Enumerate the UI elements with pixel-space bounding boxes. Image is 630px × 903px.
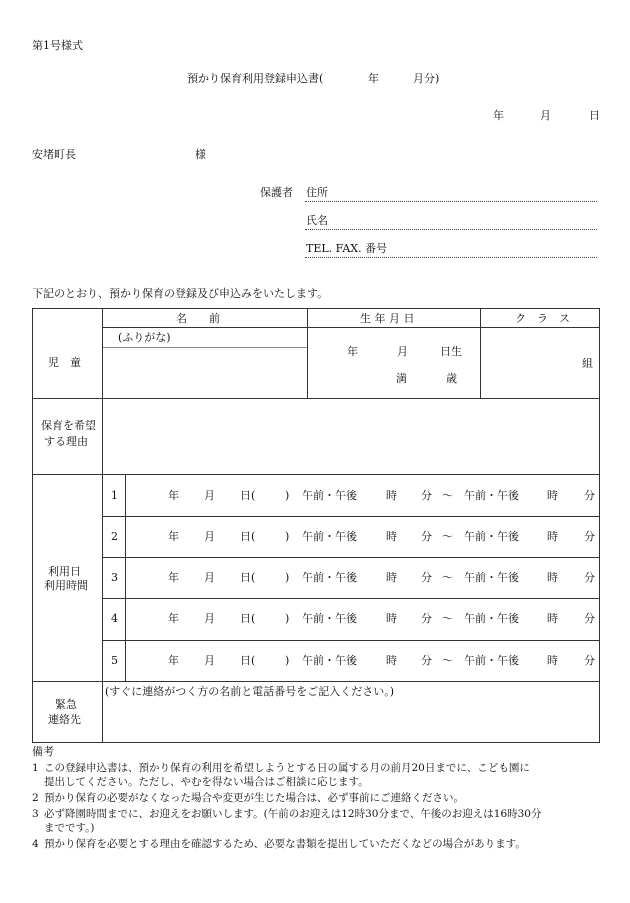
usage-row-4-ampm: 午前・午後	[464, 612, 519, 625]
remark-item-2: 2 預かり保育の必要がなくなった場合や変更が生じた場合は、必ず事前にご連絡ください。	[32, 792, 464, 804]
guardian-address-label: 住所	[306, 186, 328, 199]
usage-row-2-close: )	[285, 530, 290, 543]
usage-row-1-close: )	[285, 489, 290, 502]
emergency-label: 緊急	[55, 698, 77, 711]
usage-row-1-tilde: ～	[442, 489, 453, 502]
usage-row-3-hour: 時	[547, 571, 558, 584]
date-year: 年	[493, 109, 504, 122]
usage-row-1-month: 月	[204, 489, 215, 502]
usage-row-3-no: 3	[111, 571, 118, 584]
usage-row-1-ampm: 午前・午後	[464, 489, 519, 502]
usage-row-5-day: 日(	[240, 654, 256, 667]
usage-row-5-month: 月	[204, 654, 215, 667]
form-title: 預かり保育利用登録申込書(	[187, 72, 324, 85]
age-suffix: 歳	[446, 372, 457, 385]
usage-row-1-hour: 時	[547, 489, 558, 502]
child-label: 児 童	[48, 356, 81, 369]
usage-row-4-hour: 時	[386, 612, 397, 625]
usage-row-4-minute: 分	[584, 612, 595, 625]
form-number: 第1号様式	[32, 39, 83, 52]
guardian-phone-label: TEL. FAX. 番号	[306, 242, 388, 255]
usage-row-3-close: )	[285, 571, 290, 584]
usage-row-5-no: 5	[111, 654, 118, 667]
usage-row-3-ampm: 午前・午後	[302, 571, 357, 584]
emergency-note: (すぐに連絡がつく方の名前と電話番号をご記入ください。)	[105, 685, 395, 698]
remark-item-4: 4 預かり保育を必要とする理由を確認するため、必要な書類を提出していただくなどの場合があります。	[32, 838, 526, 850]
addressee: 安堵町長	[32, 148, 76, 161]
usage-row-1-day: 日(	[240, 489, 256, 502]
usage-row-1-minute: 分	[421, 489, 432, 502]
usage-row-2-hour: 時	[547, 530, 558, 543]
usage-row-1-year: 年	[168, 489, 179, 502]
class-unit: 組	[582, 357, 593, 370]
guardian-name-field[interactable]	[305, 229, 597, 230]
furigana-label: (ふりがな)	[118, 331, 171, 344]
birth-day: 日生	[440, 345, 462, 358]
usage-row-5-minute: 分	[421, 654, 432, 667]
usage-label-2: 利用時間	[44, 579, 88, 592]
usage-row-4-day: 日(	[240, 612, 256, 625]
usage-row-5-minute: 分	[584, 654, 595, 667]
class-header: ク ラ ス	[515, 312, 570, 325]
usage-row-4-minute: 分	[421, 612, 432, 625]
date-day: 日	[589, 109, 600, 122]
usage-row-2-year: 年	[168, 530, 179, 543]
usage-row-3-ampm: 午前・午後	[464, 571, 519, 584]
usage-row-1-minute: 分	[584, 489, 595, 502]
usage-row-2-day: 日(	[240, 530, 256, 543]
usage-row-3-month: 月	[204, 571, 215, 584]
usage-row-3-minute: 分	[421, 571, 432, 584]
usage-label: 利用日	[48, 565, 81, 578]
usage-row-3-tilde: ～	[442, 571, 453, 584]
intro-text: 下記のとおり、預かり保育の登録及び申込みをいたします。	[32, 287, 329, 300]
usage-row-2-hour: 時	[386, 530, 397, 543]
usage-row-2-month: 月	[204, 530, 215, 543]
usage-row-4-close: )	[285, 612, 290, 625]
usage-row-2-ampm: 午前・午後	[464, 530, 519, 543]
usage-row-5-hour: 時	[386, 654, 397, 667]
usage-row-5-ampm: 午前・午後	[302, 654, 357, 667]
usage-row-3-hour: 時	[386, 571, 397, 584]
date-month: 月	[540, 109, 551, 122]
usage-row-3-year: 年	[168, 571, 179, 584]
guardian-label: 保護者	[260, 186, 293, 199]
birth-header: 生 年 月 日	[360, 312, 415, 325]
usage-row-5-ampm: 午前・午後	[464, 654, 519, 667]
remark-item-3: 3 必ず降園時間までに、お迎えをお願いします。(午前のお迎えは12時30分まで、午後のお迎えは16時30分 までです。)	[32, 808, 542, 834]
usage-row-2-no: 2	[111, 530, 118, 543]
usage-row-2-ampm: 午前・午後	[302, 530, 357, 543]
guardian-address-field[interactable]	[305, 201, 597, 202]
usage-row-1-ampm: 午前・午後	[302, 489, 357, 502]
usage-row-4-tilde: ～	[442, 612, 453, 625]
usage-row-1-no: 1	[111, 489, 118, 502]
remark-item-1: 1 この登録申込書は、預かり保育の利用を希望しようとする日の属する月の前月20日までに、こども園に 提出してください。ただし、やむを得ない場合はご相談に応じます。	[32, 762, 530, 788]
usage-row-4-month: 月	[204, 612, 215, 625]
usage-row-5-year: 年	[168, 654, 179, 667]
usage-row-2-tilde: ～	[442, 530, 453, 543]
name-header: 名 前	[176, 312, 220, 325]
usage-row-2-minute: 分	[584, 530, 595, 543]
addressee-honorific: 様	[195, 148, 206, 161]
title-year: 年	[368, 72, 379, 85]
usage-row-5-tilde: ～	[442, 654, 453, 667]
title-month: 月分)	[413, 72, 440, 85]
guardian-name-label: 氏名	[306, 214, 328, 227]
usage-row-4-year: 年	[168, 612, 179, 625]
usage-row-2-minute: 分	[421, 530, 432, 543]
usage-row-3-day: 日(	[240, 571, 256, 584]
usage-row-4-hour: 時	[547, 612, 558, 625]
usage-row-1-hour: 時	[386, 489, 397, 502]
usage-row-5-hour: 時	[547, 654, 558, 667]
usage-row-3-minute: 分	[584, 571, 595, 584]
birth-month: 月	[397, 345, 408, 358]
remarks-title: 備考	[32, 745, 54, 758]
usage-row-5-close: )	[285, 654, 290, 667]
birth-year: 年	[347, 345, 358, 358]
guardian-phone-field[interactable]	[305, 257, 597, 258]
reason-label: 保育を希望	[41, 419, 96, 432]
reason-label-2: する理由	[44, 435, 88, 448]
emergency-label-2: 連絡先	[48, 713, 81, 726]
usage-row-4-ampm: 午前・午後	[302, 612, 357, 625]
usage-row-4-no: 4	[111, 612, 118, 625]
age-prefix: 満	[396, 372, 407, 385]
